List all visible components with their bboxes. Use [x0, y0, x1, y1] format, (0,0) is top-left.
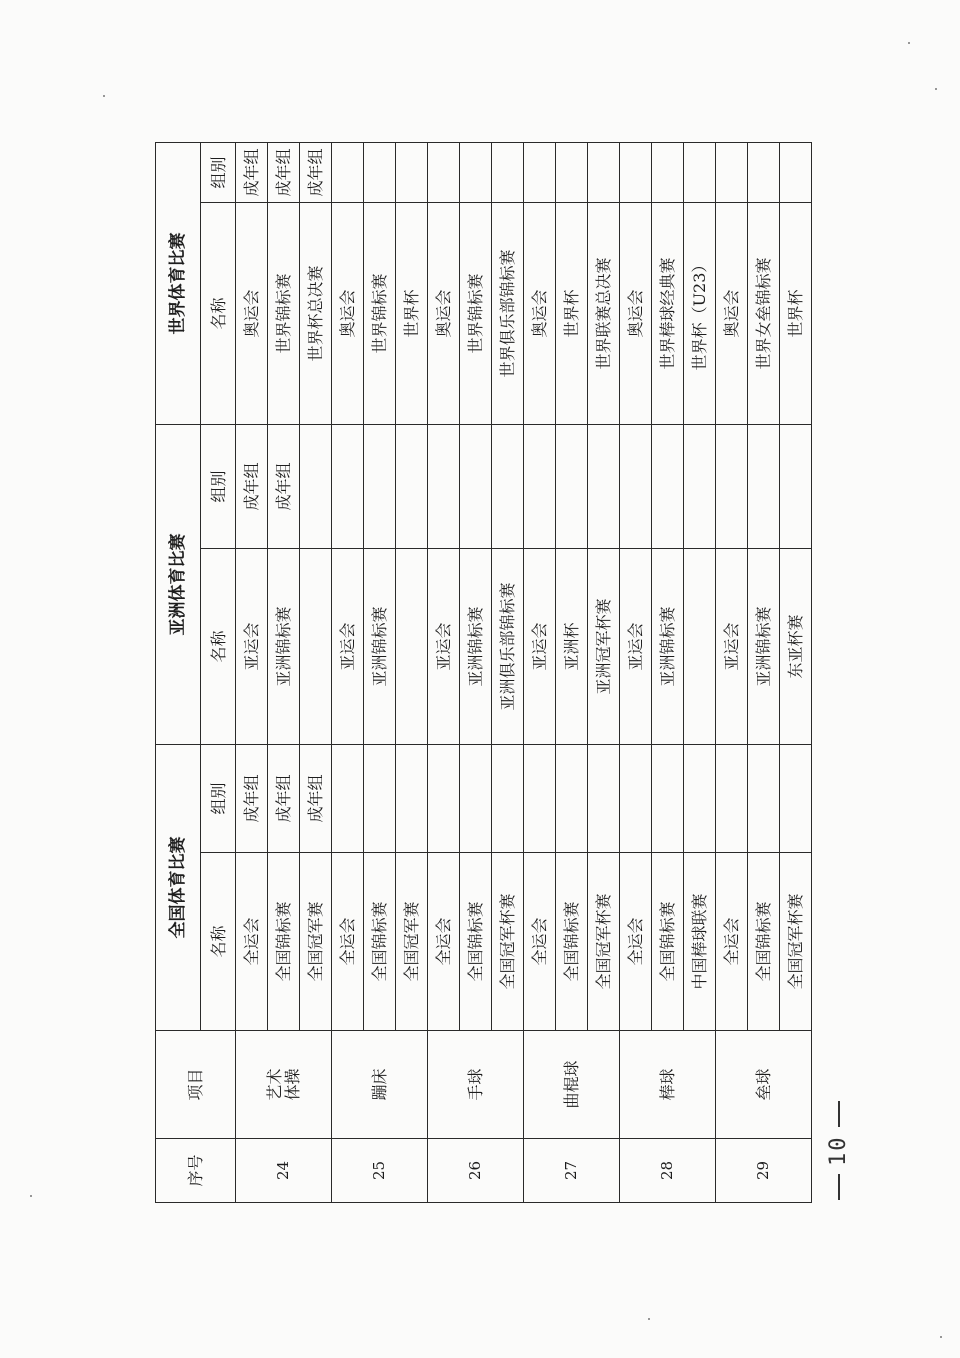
- world-name-cell: 世界锦标赛: [268, 203, 300, 425]
- world-name-cell: 世界杯（U23）: [684, 203, 716, 425]
- asian-group-cell: [332, 425, 364, 549]
- asian-group-cell: [716, 425, 748, 549]
- table-row: [524, 143, 556, 1203]
- asian-name-cell: 亚运会: [620, 549, 652, 745]
- world-group-cell: [652, 143, 684, 203]
- world-group-cell: [588, 143, 620, 203]
- table-row: [332, 143, 364, 1203]
- national-group-cell: [364, 745, 396, 853]
- table-row: [620, 143, 652, 1203]
- asian-name-cell: 亚洲锦标赛: [460, 549, 492, 745]
- asian-group-cell: [364, 425, 396, 549]
- asian-group-cell: [300, 425, 332, 549]
- project-cell: 蹦床: [332, 1031, 428, 1139]
- national-name-cell: 中国棒球联赛: [684, 853, 716, 1031]
- asian-group-cell: [588, 425, 620, 549]
- scan-speck: [648, 1318, 650, 1320]
- world-group-cell: [492, 143, 524, 203]
- world-name-cell: 奥运会: [716, 203, 748, 425]
- national-name-cell: 全国锦标赛: [460, 853, 492, 1031]
- asian-group-cell: [556, 425, 588, 549]
- national-group-header: 组别: [201, 745, 236, 853]
- world-header: 世界体育比赛: [156, 143, 201, 425]
- page-number-text: 10: [826, 1135, 851, 1166]
- world-name-cell: 奥运会: [236, 203, 268, 425]
- national-group-cell: 成年组: [236, 745, 268, 853]
- national-group-cell: [428, 745, 460, 853]
- scan-speck: [908, 42, 910, 44]
- asian-name-cell: [684, 549, 716, 745]
- asian-group-cell: [620, 425, 652, 549]
- national-name-cell: 全国锦标赛: [748, 853, 780, 1031]
- national-name-cell: 全国冠军赛: [396, 853, 428, 1031]
- asian-name-cell: 亚运会: [428, 549, 460, 745]
- world-name-header: 名称: [201, 203, 236, 425]
- national-group-cell: [524, 745, 556, 853]
- asian-name-cell: [396, 549, 428, 745]
- seq-cell: 26: [428, 1139, 524, 1203]
- asian-name-header: 名称: [201, 549, 236, 745]
- national-group-cell: [716, 745, 748, 853]
- header-row-groups: [156, 143, 201, 1203]
- asian-name-cell: 亚洲锦标赛: [652, 549, 684, 745]
- scan-speck: [103, 95, 105, 97]
- world-group-cell: [748, 143, 780, 203]
- national-name-cell: 全运会: [620, 853, 652, 1031]
- seq-cell: 27: [524, 1139, 620, 1203]
- world-group-cell: [780, 143, 812, 203]
- world-name-cell: 奥运会: [620, 203, 652, 425]
- asian-group-cell: [652, 425, 684, 549]
- national-name-cell: 全运会: [236, 853, 268, 1031]
- world-name-cell: 世界锦标赛: [364, 203, 396, 425]
- asian-name-cell: 亚运会: [716, 549, 748, 745]
- national-name-cell: 全国锦标赛: [268, 853, 300, 1031]
- table-row: [716, 143, 748, 1203]
- world-name-cell: 奥运会: [428, 203, 460, 425]
- national-group-cell: [588, 745, 620, 853]
- world-group-cell: [428, 143, 460, 203]
- asian-group-cell: [492, 425, 524, 549]
- world-group-cell: [716, 143, 748, 203]
- asian-group-cell: [684, 425, 716, 549]
- world-group-cell: [684, 143, 716, 203]
- page-number-dash-left: [838, 1174, 840, 1200]
- seq-header: 序号: [156, 1139, 236, 1203]
- seq-cell: 24: [236, 1139, 332, 1203]
- seq-cell: 28: [620, 1139, 716, 1203]
- national-name-cell: 全国冠军赛: [300, 853, 332, 1031]
- national-group-cell: 成年组: [300, 745, 332, 853]
- world-name-cell: 世界杯: [780, 203, 812, 425]
- asian-name-cell: 亚运会: [332, 549, 364, 745]
- national-name-cell: 全国冠军杯赛: [588, 853, 620, 1031]
- asian-name-cell: 东亚杯赛: [780, 549, 812, 745]
- national-group-cell: [556, 745, 588, 853]
- national-group-cell: [492, 745, 524, 853]
- national-group-cell: [652, 745, 684, 853]
- national-name-cell: 全国冠军杯赛: [780, 853, 812, 1031]
- national-name-cell: 全国锦标赛: [652, 853, 684, 1031]
- world-group-header: 组别: [201, 143, 236, 203]
- world-name-cell: 世界联赛总决赛: [588, 203, 620, 425]
- world-group-cell: 成年组: [268, 143, 300, 203]
- national-group-cell: [684, 745, 716, 853]
- page-number-dash-right: [838, 1102, 840, 1128]
- asian-group-cell: 成年组: [268, 425, 300, 549]
- world-group-cell: [364, 143, 396, 203]
- asian-group-cell: [428, 425, 460, 549]
- world-name-cell: 世界锦标赛: [460, 203, 492, 425]
- table-row: [428, 143, 460, 1203]
- world-name-cell: 世界女垒锦标赛: [748, 203, 780, 425]
- asian-header: 亚洲体育比赛: [156, 425, 201, 745]
- asian-name-cell: 亚运会: [524, 549, 556, 745]
- national-header: 全国体育比赛: [156, 745, 201, 1031]
- project-cell: 艺术 体操: [236, 1031, 332, 1139]
- national-name-cell: 全运会: [428, 853, 460, 1031]
- national-name-header: 名称: [201, 853, 236, 1031]
- world-name-cell: 世界杯总决赛: [300, 203, 332, 425]
- scan-speck: [935, 88, 937, 90]
- asian-name-cell: 亚洲锦标赛: [748, 549, 780, 745]
- world-name-cell: 奥运会: [332, 203, 364, 425]
- asian-name-cell: 亚洲冠军杯赛: [588, 549, 620, 745]
- asian-group-cell: [780, 425, 812, 549]
- asian-group-cell: [396, 425, 428, 549]
- national-group-cell: 成年组: [268, 745, 300, 853]
- asian-name-cell: [300, 549, 332, 745]
- page-number: [826, 1094, 851, 1209]
- world-group-cell: 成年组: [300, 143, 332, 203]
- national-name-cell: 全运会: [332, 853, 364, 1031]
- asian-name-cell: 亚洲锦标赛: [364, 549, 396, 745]
- national-group-cell: [460, 745, 492, 853]
- world-name-cell: 奥运会: [524, 203, 556, 425]
- world-group-cell: [556, 143, 588, 203]
- national-group-cell: [780, 745, 812, 853]
- scan-speck: [940, 1336, 942, 1338]
- project-header: 项目: [156, 1031, 236, 1139]
- world-group-cell: [620, 143, 652, 203]
- world-group-cell: [524, 143, 556, 203]
- seq-cell: 25: [332, 1139, 428, 1203]
- asian-name-cell: 亚洲锦标赛: [268, 549, 300, 745]
- project-cell: 垒球: [716, 1031, 812, 1139]
- national-name-cell: 全国锦标赛: [556, 853, 588, 1031]
- world-group-cell: [396, 143, 428, 203]
- project-cell: 棒球: [620, 1031, 716, 1139]
- national-group-cell: [396, 745, 428, 853]
- competition-table: [155, 142, 812, 1203]
- national-group-cell: [332, 745, 364, 853]
- world-name-cell: 世界俱乐部锦标赛: [492, 203, 524, 425]
- national-group-cell: [620, 745, 652, 853]
- national-group-cell: [748, 745, 780, 853]
- asian-group-cell: [460, 425, 492, 549]
- asian-group-header: 组别: [201, 425, 236, 549]
- asian-group-cell: 成年组: [236, 425, 268, 549]
- seq-cell: 29: [716, 1139, 812, 1203]
- world-group-cell: 成年组: [236, 143, 268, 203]
- scan-speck: [30, 1195, 32, 1197]
- world-name-cell: 世界杯: [556, 203, 588, 425]
- asian-name-cell: 亚洲杯: [556, 549, 588, 745]
- asian-group-cell: [524, 425, 556, 549]
- national-name-cell: 全国冠军杯赛: [492, 853, 524, 1031]
- asian-group-cell: [748, 425, 780, 549]
- world-name-cell: 世界棒球经典赛: [652, 203, 684, 425]
- project-cell: 手球: [428, 1031, 524, 1139]
- project-cell: 曲棍球: [524, 1031, 620, 1139]
- asian-name-cell: 亚洲俱乐部锦标赛: [492, 549, 524, 745]
- asian-name-cell: 亚运会: [236, 549, 268, 745]
- world-group-cell: [460, 143, 492, 203]
- world-group-cell: [332, 143, 364, 203]
- national-name-cell: 全国锦标赛: [364, 853, 396, 1031]
- national-name-cell: 全运会: [716, 853, 748, 1031]
- table-row: [236, 143, 268, 1203]
- world-name-cell: 世界杯: [396, 203, 428, 425]
- national-name-cell: 全运会: [524, 853, 556, 1031]
- table-body: [236, 143, 812, 1203]
